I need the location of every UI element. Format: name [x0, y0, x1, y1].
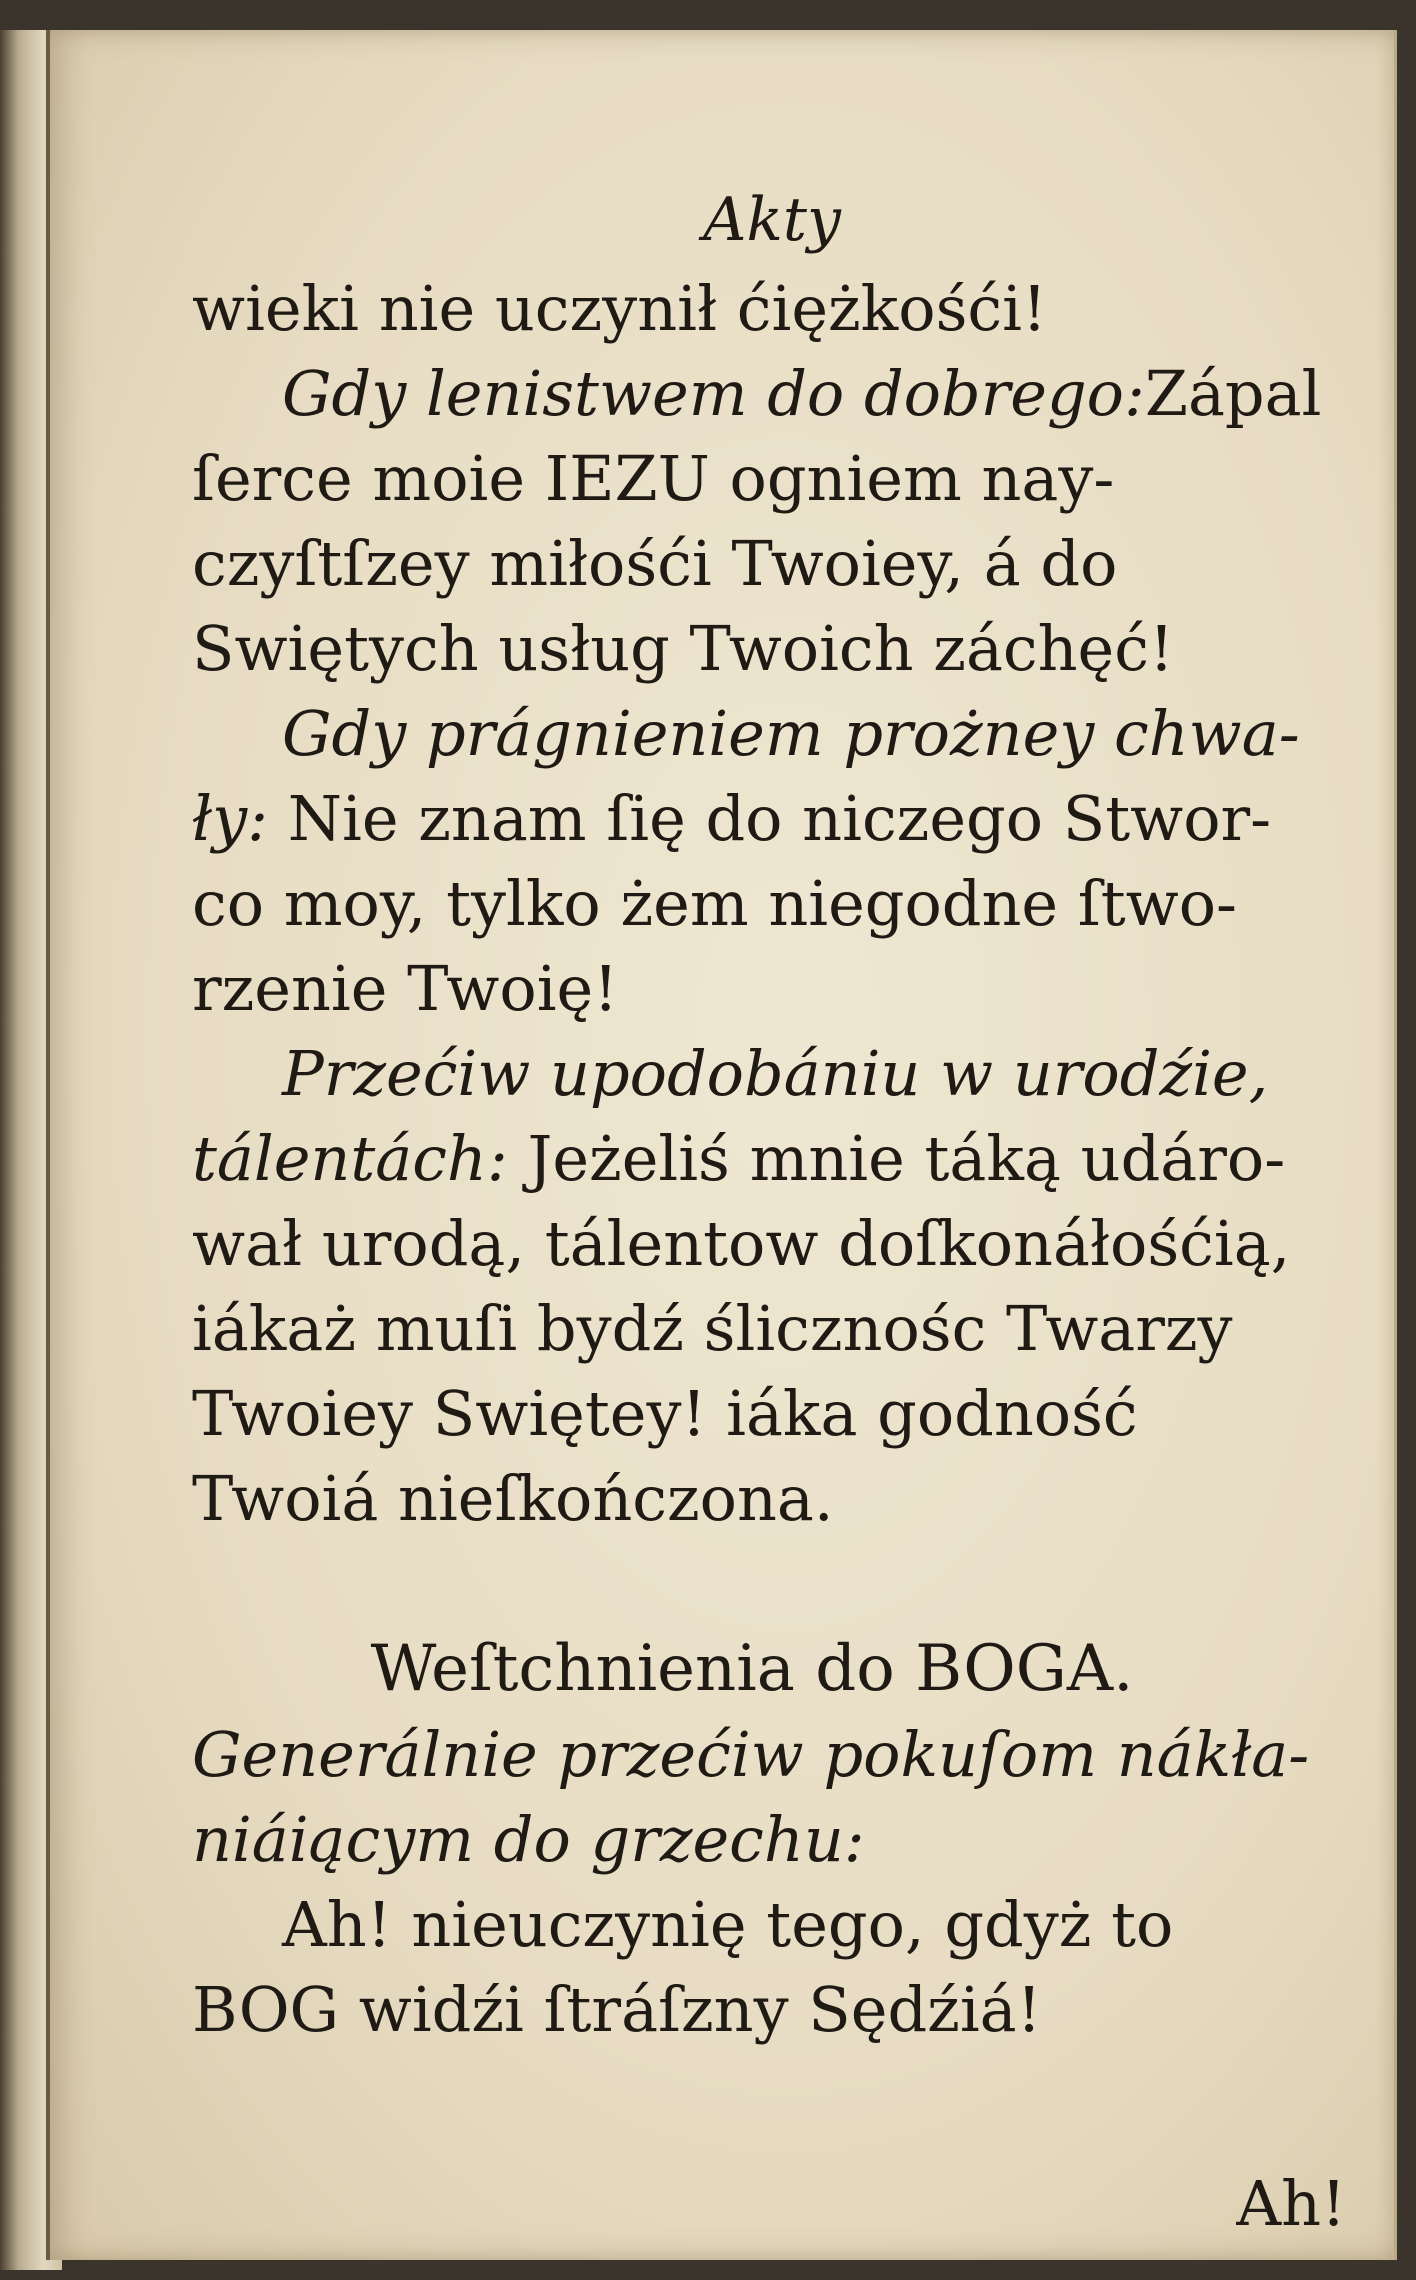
text-line: niáiącym do grzechu:	[192, 1803, 865, 1876]
text-line: rzenie Twoię!	[192, 952, 619, 1025]
text-line	[192, 1116, 1312, 1201]
text-line: Twoiey Swiętey! iáka godność	[192, 1377, 1138, 1450]
italic-phrase: Gdy lenistwem do dobrego:	[282, 357, 1145, 430]
italic-phrase: tálentách:	[192, 1122, 508, 1195]
text-line: czyſtſzey miłośći Twoiey, á do	[192, 527, 1118, 600]
page-gutter	[46, 30, 50, 2260]
text-line: Przećiw upodobániu w urodźie,	[282, 1037, 1269, 1110]
text-line: iákaż muſi bydź ślicznośc Twarzy	[192, 1292, 1233, 1365]
text-line: Ah! nieuczynię tego, gdyż to	[282, 1888, 1174, 1961]
catchword: Ah!	[1236, 2167, 1346, 2240]
text-line: co moy, tylko żem niegodne ſtwo-	[192, 867, 1238, 940]
text-line	[192, 776, 1312, 861]
text-line: BOG widźi ſtráſzny Sędźiá!	[192, 1973, 1042, 2046]
text-fragment: Jeżeliś mnie táką udáro-	[527, 1122, 1286, 1195]
italic-phrase: ły:	[192, 782, 269, 855]
text-line: ſerce moie IEZU ogniem nay-	[192, 442, 1115, 515]
text-line: wał urodą, tálentow doſkonáłośćią,	[192, 1207, 1291, 1280]
text-line	[192, 351, 1322, 436]
text-fragment: Nie znam ſię do niczego Stwor-	[287, 782, 1272, 855]
page-text	[192, 180, 1322, 2052]
section-heading: Weſtchnienia do BOGA.	[370, 1632, 1134, 1706]
text-line: Generálnie przećiw pokuſom nákła-	[192, 1718, 1310, 1791]
text-line: Twoiá nieſkończona.	[192, 1462, 834, 1535]
text-line: Swiętych usług Twoich záchęć!	[192, 612, 1174, 685]
running-head: Akty	[703, 185, 841, 255]
text-fragment: Zápal	[1144, 357, 1322, 430]
text-line: Gdy prágnieniem prożney chwa-	[282, 697, 1300, 770]
text-line: wieki nie uczynił ćiężkośći!	[192, 272, 1047, 345]
